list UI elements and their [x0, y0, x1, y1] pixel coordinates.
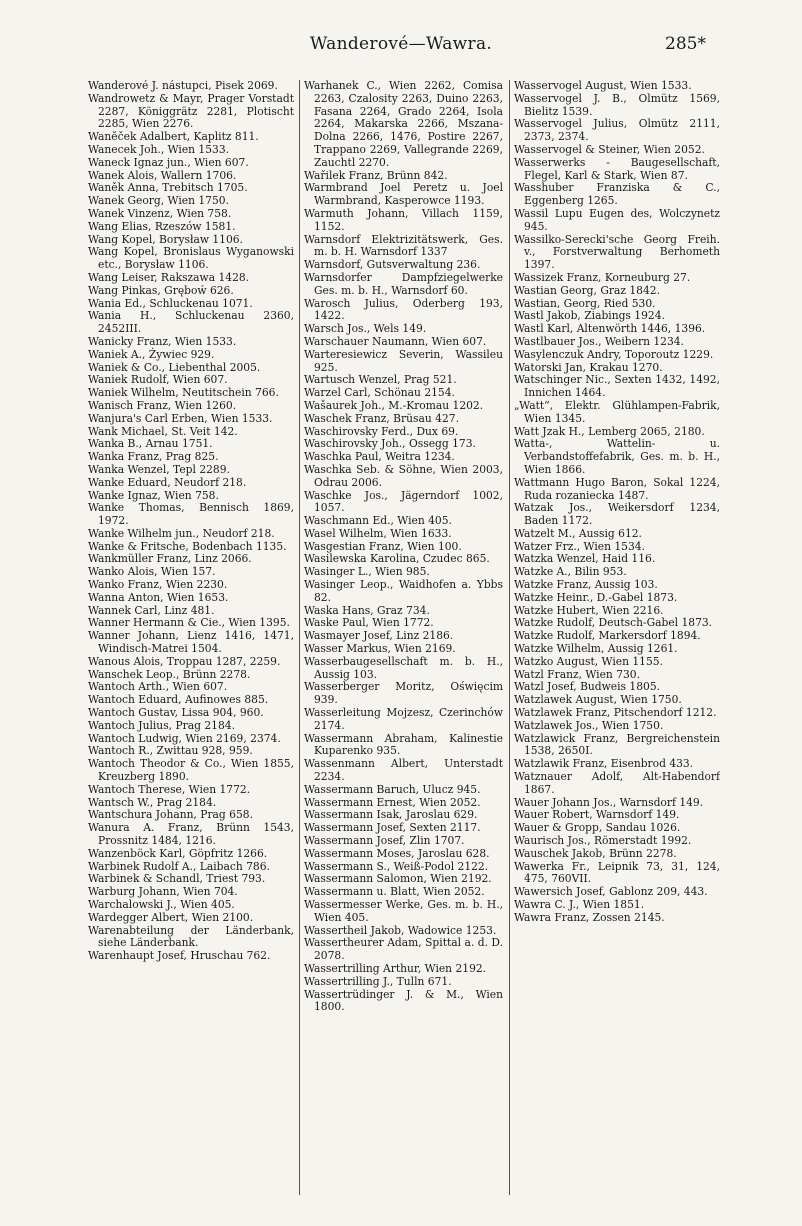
directory-entry: Wassertheurer Adam, Spittal a. d. D. 2078. — [304, 936, 503, 963]
directory-entry: Wantoch Julius, Prag 2184. — [88, 718, 235, 732]
directory-entry: Warnsdorfer Dampfziegelwerke Ges. m. b. H., Warnsdorf 60. — [304, 270, 503, 297]
directory-entry: Wassermann Baruch, Ulucz 945. — [304, 782, 481, 796]
directory-entry: Watzke Wilhelm, Aussig 1261. — [514, 642, 678, 656]
directory-entry: Wardegger Albert, Wien 2100. — [88, 910, 254, 924]
column-rule — [509, 80, 510, 1195]
directory-entry: Waschka Paul, Weitra 1234. — [304, 450, 455, 464]
directory-entry: Watzer Frz., Wien 1534. — [514, 539, 645, 553]
directory-entry: Watta-, Wattelin- u. Verbandstoffefabrik, Ges. m. b. H., Wien 1866. — [514, 437, 720, 476]
directory-entry: Wauschek Jakob, Brünn 2278. — [514, 846, 677, 860]
directory-entry: Wanderové J. nástupci, Pisek 2069. — [88, 80, 278, 92]
directory-entry: Wank Michael, St. Veit 142. — [88, 424, 238, 438]
directory-entry: Wastlbauer Jos., Weibern 1234. — [514, 334, 684, 348]
directory-entry: Wantoch R., Zwittau 928, 959. — [88, 744, 253, 758]
column-2 — [304, 80, 503, 1200]
directory-entry: Warchalowski J., Wien 405. — [88, 898, 235, 911]
directory-entry: Warsch Jos., Wels 149. — [304, 322, 427, 336]
directory-entry: Watzke Franz, Aussig 103. — [514, 578, 658, 592]
directory-entry: Wasservogel Julius, Olmütz 2111, 2373, 2374. — [514, 117, 720, 144]
directory-entry: Wanschek Leop., Brünn 2278. — [88, 667, 251, 681]
directory-entry: Waschek Franz, Brüsau 427. — [304, 411, 459, 425]
directory-entry: Wassermann Moses, Jaroslau 628. — [304, 846, 490, 860]
directory-entry: Warenabteilung der Länderbank, siehe Länderbank. — [88, 923, 294, 950]
directory-entry: Waska Hans, Graz 734. — [304, 603, 430, 617]
directory-entry: Watzke A., Bilin 953. — [514, 565, 627, 579]
directory-entry: Wassermann S., Weiß-Podol 2122. — [304, 859, 489, 873]
directory-entry: Wang Kopel, Bronislaus Wyganowski etc., Borysław 1106. — [88, 245, 294, 272]
directory-entry: Warnsdorf Elektrizitätswerk, Ges. m. b. H. Warnsdorf 1337 — [304, 232, 503, 259]
directory-entry: Wasservogel August, Wien 1533. — [514, 80, 692, 92]
directory-entry: Wanke Wilhelm jun., Neudorf 218. — [88, 526, 275, 540]
column-3 — [514, 80, 720, 1200]
directory-entry: Wanek Georg, Wien 1750. — [88, 194, 229, 208]
directory-entry: Wasserleitung Mojzesz, Czerinchów 2174. — [304, 706, 503, 732]
directory-entry: Wanjura's Carl Erben, Wien 1533. — [88, 411, 273, 425]
directory-entry: Watt Jzak H., Lemberg 2065, 2180. — [514, 424, 705, 438]
directory-entry: Waniek A., Żywiec 929. — [88, 347, 215, 361]
directory-entry: Wassilko-Serecki'sche Georg Freih. v., Forstverwaltung Berhometh 1397. — [514, 232, 720, 272]
directory-entry: Watzlawek August, Wien 1750. — [514, 693, 682, 707]
directory-entry: Warmbrand Joel Peretz u. Joel Warmbrand, Kasperowce 1193. — [304, 181, 503, 208]
directory-entry: Wasylenczuk Andry, Toporoutz 1229. — [514, 347, 714, 361]
directory-entry: Wanous Alois, Troppau 1287, 2259. — [88, 654, 281, 668]
directory-entry: Wařilek Franz, Brünn 842. — [304, 168, 448, 182]
directory-entry: Wanner Johann, Lienz 1416, 1471, Windisch-Matrei 1504. — [88, 629, 294, 656]
directory-entry: Waske Paul, Wien 1772. — [304, 616, 434, 630]
directory-entry: Wastian, Georg, Ried 530. — [514, 296, 656, 310]
directory-entry: Wanka Franz, Prag 825. — [88, 450, 219, 464]
directory-entry: Wastian Georg, Graz 1842. — [514, 283, 660, 297]
directory-entry: Wasilewska Karolina, Czudec 865. — [304, 552, 490, 566]
directory-entry: Watzke Hubert, Wien 2216. — [514, 603, 664, 617]
directory-entry: Wasgestian Franz, Wien 100. — [304, 539, 462, 553]
directory-entry: Wanke & Fritsche, Bodenbach 1135. — [88, 539, 287, 553]
directory-entry: Wanicky Franz, Wien 1533. — [88, 334, 237, 348]
directory-entry: Watzak Jos., Weikersdorf 1234, Baden 1172. — [514, 501, 720, 528]
directory-entry: Watschinger Nic., Sexten 1432, 1492, Innichen 1464. — [514, 373, 720, 400]
directory-entry: Wawersich Josef, Gablonz 209, 443. — [514, 885, 708, 899]
directory-entry: Wasserberger Moritz, Oświęcim 939. — [304, 680, 503, 707]
directory-entry: Wassermann Abraham, Kalinestie Kuparenko 935. — [304, 731, 503, 758]
directory-entry: Warschauer Naumann, Wien 607. — [304, 334, 487, 348]
page-header — [0, 30, 802, 60]
directory-entry: Wanner Hermann & Cie., Wien 1395. — [88, 616, 290, 630]
directory-entry: Wanzenböck Karl, Göpfritz 1266. — [88, 846, 268, 860]
directory-entry: Wassermann Isak, Jaroslau 629. — [304, 808, 478, 822]
directory-entry: Warbinek & Schandl, Triest 793. — [88, 872, 266, 886]
directory-entry: Wartusch Wenzel, Prag 521. — [304, 373, 457, 387]
directory-entry: Warteresiewicz Severin, Wassileu 925. — [304, 347, 503, 374]
directory-entry: Wantoch Ludwig, Wien 2169, 2374. — [88, 731, 281, 745]
directory-entry: Wassizek Franz, Korneuburg 27. — [514, 270, 691, 284]
directory-entry: Waschirovsky Joh., Ossegg 173. — [304, 437, 476, 451]
directory-entry: Watznauer Adolf, Alt-Habendorf 1867. — [514, 770, 720, 796]
directory-entry: Watzlawek Jos., Wien 1750. — [514, 718, 664, 732]
directory-entry: Wantsch W., Prag 2184. — [88, 795, 217, 809]
directory-entry: Wang Kopel, Borysław 1106. — [88, 232, 243, 246]
directory-entry: Watzl Franz, Wien 730. — [514, 667, 640, 681]
directory-entry: Wankmüller Franz, Linz 2066. — [88, 552, 252, 566]
directory-entry: Wantoch Gustav, Lissa 904, 960. — [88, 706, 264, 720]
directory-entry: Watzke Rudolf, Markersdorf 1894. — [514, 629, 701, 643]
directory-entry: Wang Leiser, Rakszawa 1428. — [88, 270, 250, 284]
directory-entry: Wantschura Johann, Prag 658. — [88, 808, 253, 822]
directory-entry: Wandrowetz & Mayr, Prager Vorstadt 2287, Königgrätz 2281, Plotischt 2285, Wien 2276. — [88, 91, 294, 131]
column-1 — [88, 80, 294, 1200]
directory-entry: Waniek Rudolf, Wien 607. — [88, 373, 228, 387]
directory-entry: Waschka Seb. & Söhne, Wien 2003, Odrau 2006. — [304, 462, 503, 489]
directory-entry: Wania H., Schluckenau 2360, 2452III. — [88, 309, 294, 336]
directory-entry: Warmuth Johann, Villach 1159, 1152. — [304, 206, 503, 233]
directory-entry: Warzel Carl, Schönau 2154. — [304, 386, 455, 400]
directory-entry: Wassenmann Albert, Unterstadt 2234. — [304, 757, 503, 784]
directory-entry: Waschmann Ed., Wien 405. — [304, 514, 452, 528]
directory-entry: Waniek Wilhelm, Neutitschein 766. — [88, 386, 279, 400]
directory-entry: Warosch Julius, Oderberg 193, 1422. — [304, 296, 503, 323]
directory-entry: Wassermann Salomon, Wien 2192. — [304, 872, 492, 886]
directory-entry: Wassil Lupu Eugen des, Wolczynetz 945. — [514, 206, 720, 233]
directory-entry: Wauer & Gropp, Sandau 1026. — [514, 821, 681, 835]
directory-entry: Watzlawek Franz, Pitschendorf 1212. — [514, 706, 717, 720]
directory-entry: Watzelt M., Aussig 612. — [514, 526, 642, 540]
directory-entry: Warnsdorf, Gutsverwaltung 236. — [304, 258, 481, 272]
directory-entry: Warenhaupt Josef, Hruschau 762. — [88, 949, 271, 963]
directory-entry: Wanko Alois, Wien 157. — [88, 565, 216, 579]
directory-entry: Wasinger Leop., Waidhofen a. Ybbs 82. — [304, 578, 503, 604]
directory-entry: Wastl Jakob, Ziabings 1924. — [514, 309, 665, 323]
directory-entry: Wantoch Arth., Wien 607. — [88, 680, 228, 694]
directory-entry: Wanisch Franz, Wien 1260. — [88, 398, 237, 412]
directory-entry: Wannek Carl, Linz 481. — [88, 603, 215, 617]
directory-entry: Wanura A. Franz, Brünn 1543, Prossnitz 1484, 1216. — [88, 821, 294, 848]
directory-entry: Waneck Ignaz jun., Wien 607. — [88, 155, 249, 169]
directory-entry: Wasserwerks - Baugesellschaft, Flegel, Karl & Stark, Wien 87. — [514, 155, 720, 182]
directory-entry: Watzlawick Franz, Bergreichenstein 1538, 2650I. — [514, 731, 720, 758]
directory-entry: Waschirovsky Ferd., Dux 69. — [304, 424, 459, 438]
directory-entry: Wassermesser Werke, Ges. m. b. H., Wien 405. — [304, 898, 503, 924]
directory-entry: Wassermann u. Blatt, Wien 2052. — [304, 885, 485, 899]
directory-entry: Wasmayer Josef, Linz 2186. — [304, 629, 454, 643]
directory-entry: Wawra Franz, Zossen 2145. — [514, 910, 665, 924]
directory-entry: Wastl Karl, Altenwörth 1446, 1396. — [514, 322, 706, 336]
directory-entry: Wasservogel J. B., Olmütz 1569, Bielitz 1539. — [514, 91, 720, 118]
directory-entry: Wauer Robert, Warnsdorf 149. — [514, 808, 680, 822]
directory-entry: Wassertrilling Arthur, Wien 2192. — [304, 961, 487, 975]
directory-entry: Warhanek C., Wien 2262, Comisa 2263, Czalosity 2263, Duino 2263, Fasana 2264, Grado 2264, Isola 2264, Makarska 2266, Mszana-Dolna 2266, 1476, Postire 2267, Trappano 2269, Vallegrande 2269, Zauchtl 2270. — [304, 80, 503, 169]
directory-entry: Wanecek Joh., Wien 1533. — [88, 142, 230, 156]
directory-entry: Watzka Wenzel, Haid 116. — [514, 552, 656, 566]
page-number: 285* — [665, 34, 706, 54]
directory-entry: Wanke Thomas, Bennisch 1869, 1972. — [88, 501, 294, 528]
directory-entry: Wauer Johann Jos., Warnsdorf 149. — [514, 795, 704, 809]
directory-entry: Wasshuber Franziska & C., Eggenberg 1265. — [514, 181, 720, 208]
directory-entry: Wassertheil Jakob, Wadowice 1253. — [304, 923, 497, 937]
directory-entry: Wasser Markus, Wien 2169. — [304, 642, 456, 656]
directory-entry: Watzke Rudolf, Deutsch-Gabel 1873. — [514, 616, 713, 630]
directory-entry: Wawerka Fr., Leipnik 73, 31, 124, 475, 760VII. — [514, 859, 720, 886]
directory-entry: Warburg Johann, Wien 704. — [88, 885, 238, 899]
directory-entry: Waurisch Jos., Römerstadt 1992. — [514, 834, 692, 848]
directory-entry: „Watt“, Elektr. Glühlampen-Fabrik, Wien 1345. — [514, 398, 720, 425]
directory-entry: Wang Elias, Rzeszów 1581. — [88, 219, 236, 233]
directory-entry: Watzl Josef, Budweis 1805. — [514, 680, 661, 694]
directory-entry: Wawra C. J., Wien 1851. — [514, 898, 645, 911]
directory-entry: Wanke Eduard, Neudorf 218. — [88, 475, 247, 489]
directory-entry: Wanka B., Arnau 1751. — [88, 437, 213, 451]
directory-entry: Watzko August, Wien 1155. — [514, 654, 663, 668]
directory-entry: Wasel Wilhelm, Wien 1633. — [304, 526, 452, 540]
directory-entry: Waschke Jos., Jägerndorf 1002, 1057. — [304, 488, 503, 515]
directory-entry: Wania Ed., Schluckenau 1071. — [88, 296, 253, 310]
directory-entry: Wantoch Therese, Wien 1772. — [88, 782, 251, 796]
directory-entry: Warbinek Rudolf A., Laibach 786. — [88, 859, 270, 873]
directory-entry: Watzlawik Franz, Eisenbrod 433. — [514, 757, 694, 771]
directory-entry: Watzke Heinr., D.-Gabel 1873. — [514, 590, 678, 604]
directory-entry: Wanek Alois, Wallern 1706. — [88, 168, 237, 182]
directory-entry: Wašaurek Joh., M.-Kromau 1202. — [304, 398, 484, 412]
directory-entry: Wasinger L., Wien 985. — [304, 565, 430, 579]
directory-entry: Wassermann Josef, Zlin 1707. — [304, 834, 465, 848]
directory-entry: Wassermann Ernest, Wien 2052. — [304, 795, 481, 809]
directory-entry: Wanek Vinzenz, Wien 758. — [88, 206, 232, 220]
directory-entry: Wassermann Josef, Sexten 2117. — [304, 821, 481, 835]
directory-entry: Wang Pinkas, Gręboẃ 626. — [88, 283, 234, 297]
directory-entry: Wanna Anton, Wien 1653. — [88, 590, 229, 604]
column-rule — [299, 80, 300, 1195]
page-title: Wanderové—Wawra. — [309, 34, 493, 54]
directory-entry: Wattmann Hugo Baron, Sokal 1224, Ruda rozaniecka 1487. — [514, 475, 720, 502]
directory-entry: Wassertrilling J., Tulln 671. — [304, 974, 452, 988]
directory-entry: Wanĕček Adalbert, Kaplitz 811. — [88, 130, 259, 144]
directory-entry: Wassertrüdinger J. & M., Wien 1800. — [304, 987, 503, 1014]
directory-entry: Wasserbaugesellschaft m. b. H., Aussig 103. — [304, 654, 503, 681]
directory-entry: Wanko Franz, Wien 2230. — [88, 578, 228, 592]
directory-entry: Wantoch Theodor & Co., Wien 1855, Kreuzberg 1890. — [88, 757, 294, 784]
directory-entry: Wanka Wenzel, Tepl 2289. — [88, 462, 230, 476]
directory-entry: Waniek & Co., Liebenthal 2005. — [88, 360, 261, 374]
directory-entry: Waněk Anna, Trebitsch 1705. — [88, 181, 248, 195]
directory-entry: Wasservogel & Steiner, Wien 2052. — [514, 142, 705, 156]
directory-entry: Watorski Jan, Krakau 1270. — [514, 360, 663, 374]
directory-entry: Wantoch Eduard, Aufinowes 885. — [88, 693, 269, 707]
directory-entry: Wanke Ignaz, Wien 758. — [88, 488, 219, 502]
